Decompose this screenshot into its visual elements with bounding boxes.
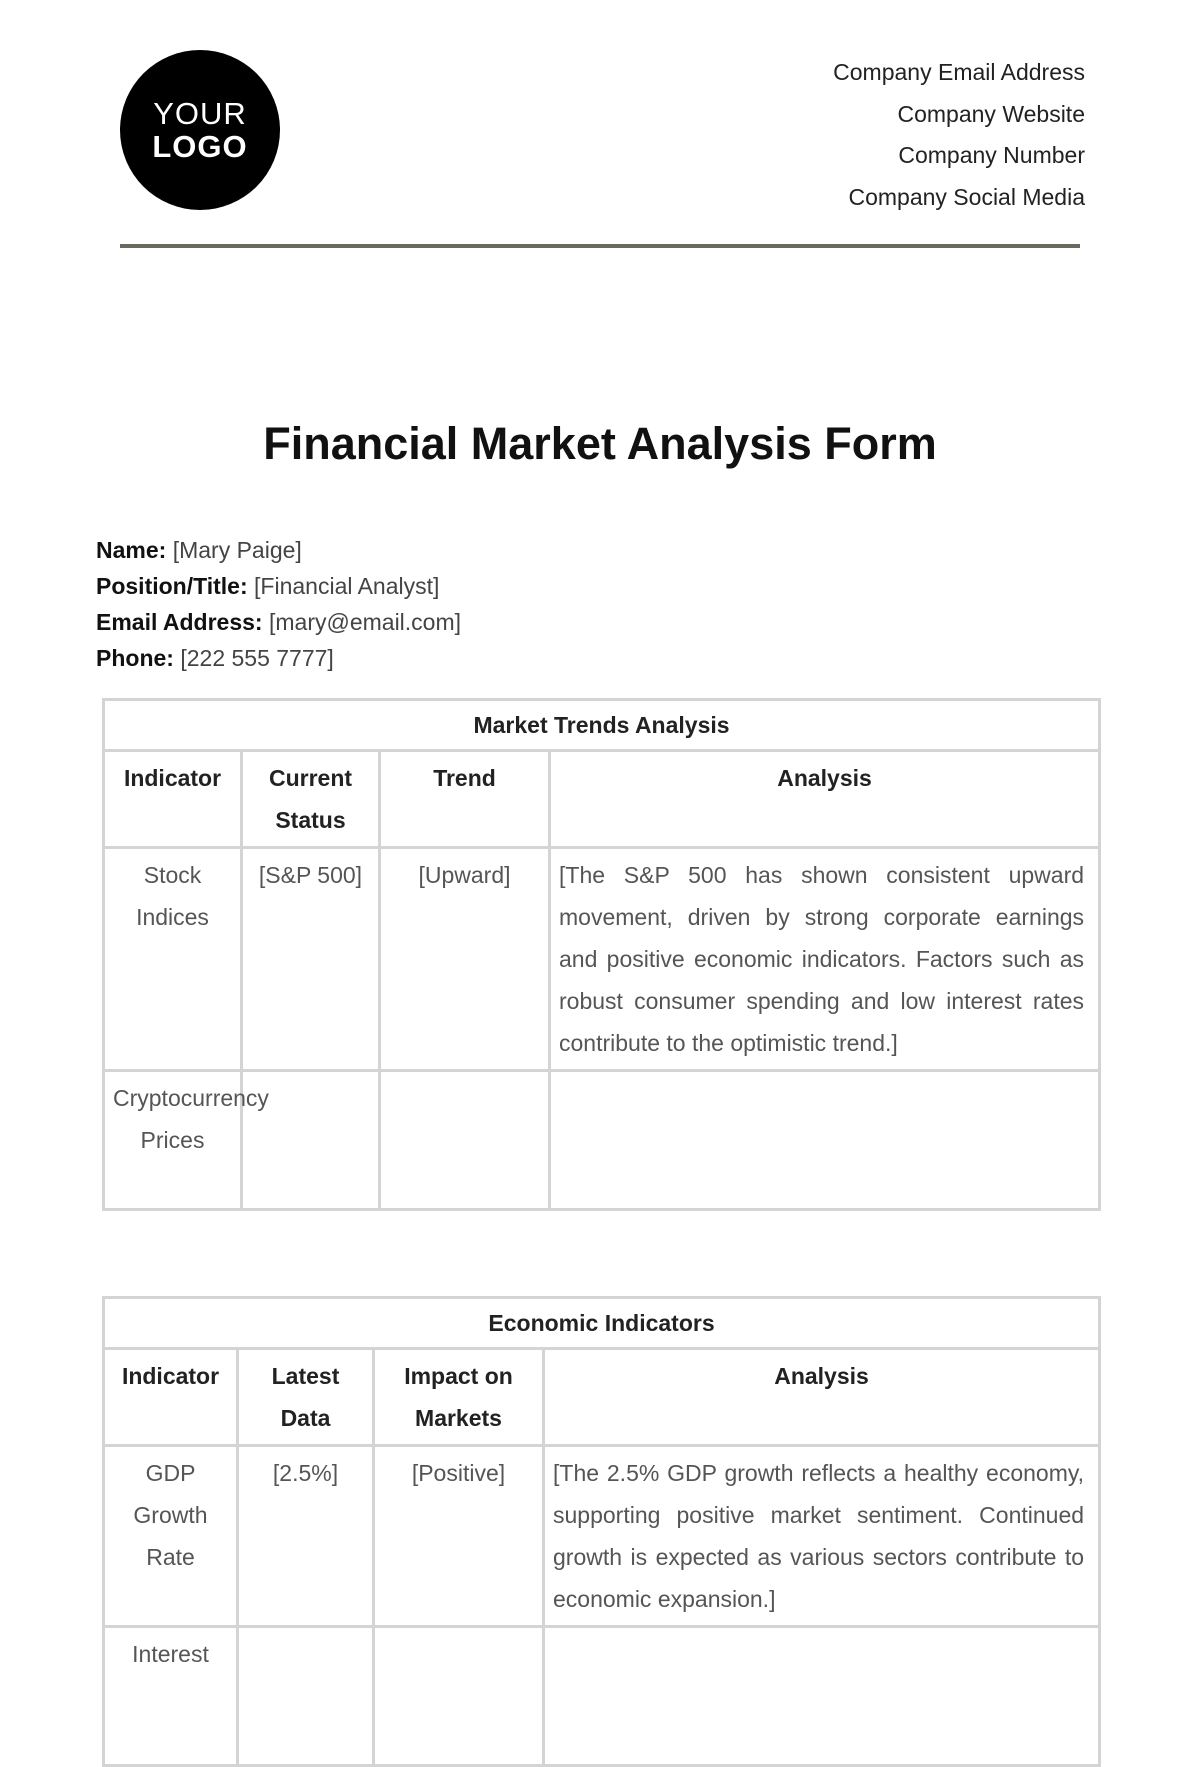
trend-cell: [Upward] xyxy=(380,848,550,1071)
table-caption-row xyxy=(104,1298,1100,1349)
column-header: Indicator xyxy=(104,751,242,848)
phone-label: Phone: xyxy=(96,645,174,671)
info-row-email xyxy=(96,604,461,640)
position-value: [Financial Analyst] xyxy=(254,573,440,599)
column-header: Impact on Markets xyxy=(374,1349,544,1446)
company-email: Company Email Address xyxy=(833,59,1085,85)
info-row-phone xyxy=(96,640,461,676)
logo-text-top: YOUR xyxy=(153,96,247,131)
status-cell: [S&P 500] xyxy=(242,848,380,1071)
company-website: Company Website xyxy=(897,100,1085,127)
indicator-cell: Cryptocurrency Prices xyxy=(104,1071,242,1210)
data-cell: [2.5%] xyxy=(238,1446,374,1627)
company-logo xyxy=(120,50,280,210)
indicator-cell: GDP Growth Rate xyxy=(104,1446,238,1627)
analysis-cell xyxy=(544,1627,1100,1766)
column-header: Analysis xyxy=(544,1349,1100,1446)
name-label: Name: xyxy=(96,537,167,563)
economic-indicators-table xyxy=(102,1296,1101,1767)
table-row xyxy=(104,848,1100,1071)
position-label: Position/Title: xyxy=(96,573,248,599)
market-trends-caption: Market Trends Analysis xyxy=(104,700,1100,751)
table-row xyxy=(104,1627,1100,1766)
table-caption-row xyxy=(104,700,1100,751)
table-row xyxy=(104,1071,1100,1210)
info-row-position xyxy=(96,568,461,604)
company-number: Company Number xyxy=(898,142,1085,168)
phone-value: [222 555 7777] xyxy=(180,645,334,671)
column-header: Current Status xyxy=(242,751,380,848)
page-title: Financial Market Analysis Form xyxy=(263,418,937,469)
name-value: [Mary Paige] xyxy=(172,537,302,563)
logo-text-bottom: LOGO xyxy=(152,129,248,164)
impact-cell: [Positive] xyxy=(374,1446,544,1627)
impact-cell xyxy=(374,1627,544,1766)
trend-cell xyxy=(380,1071,550,1210)
info-row-name xyxy=(96,532,461,568)
analyst-info xyxy=(96,532,461,676)
column-header: Latest Data xyxy=(238,1349,374,1446)
table-row xyxy=(104,1446,1100,1627)
company-contact-block xyxy=(833,52,1085,218)
indicator-cell: Stock Indices xyxy=(104,848,242,1071)
economic-indicators-caption: Economic Indicators xyxy=(104,1298,1100,1349)
data-cell xyxy=(238,1627,374,1766)
column-header: Analysis xyxy=(550,751,1100,848)
company-social-media: Company Social Media xyxy=(848,183,1085,210)
email-value: [mary@email.com] xyxy=(268,609,462,635)
table-header-row xyxy=(104,751,1100,848)
market-trends-table xyxy=(102,698,1101,1211)
table-header-row xyxy=(104,1349,1100,1446)
header-divider xyxy=(120,244,1080,248)
analysis-cell: [The 2.5% GDP growth reflects a healthy economy, supporting positive market sentiment. Continued growth is expected as various sectors contribute to economic expansion.] xyxy=(544,1446,1100,1627)
indicator-cell: Interest xyxy=(104,1627,238,1766)
column-header: Trend xyxy=(380,751,550,848)
analysis-cell: [The S&P 500 has shown consistent upward movement, driven by strong corporate earnings and positive economic indicators. Factors such as robust consumer spending and low interest rates contribute to the optimistic trend.] xyxy=(550,848,1100,1071)
email-label: Email Address: xyxy=(96,609,263,635)
analysis-cell xyxy=(550,1071,1100,1210)
column-header: Indicator xyxy=(104,1349,238,1446)
